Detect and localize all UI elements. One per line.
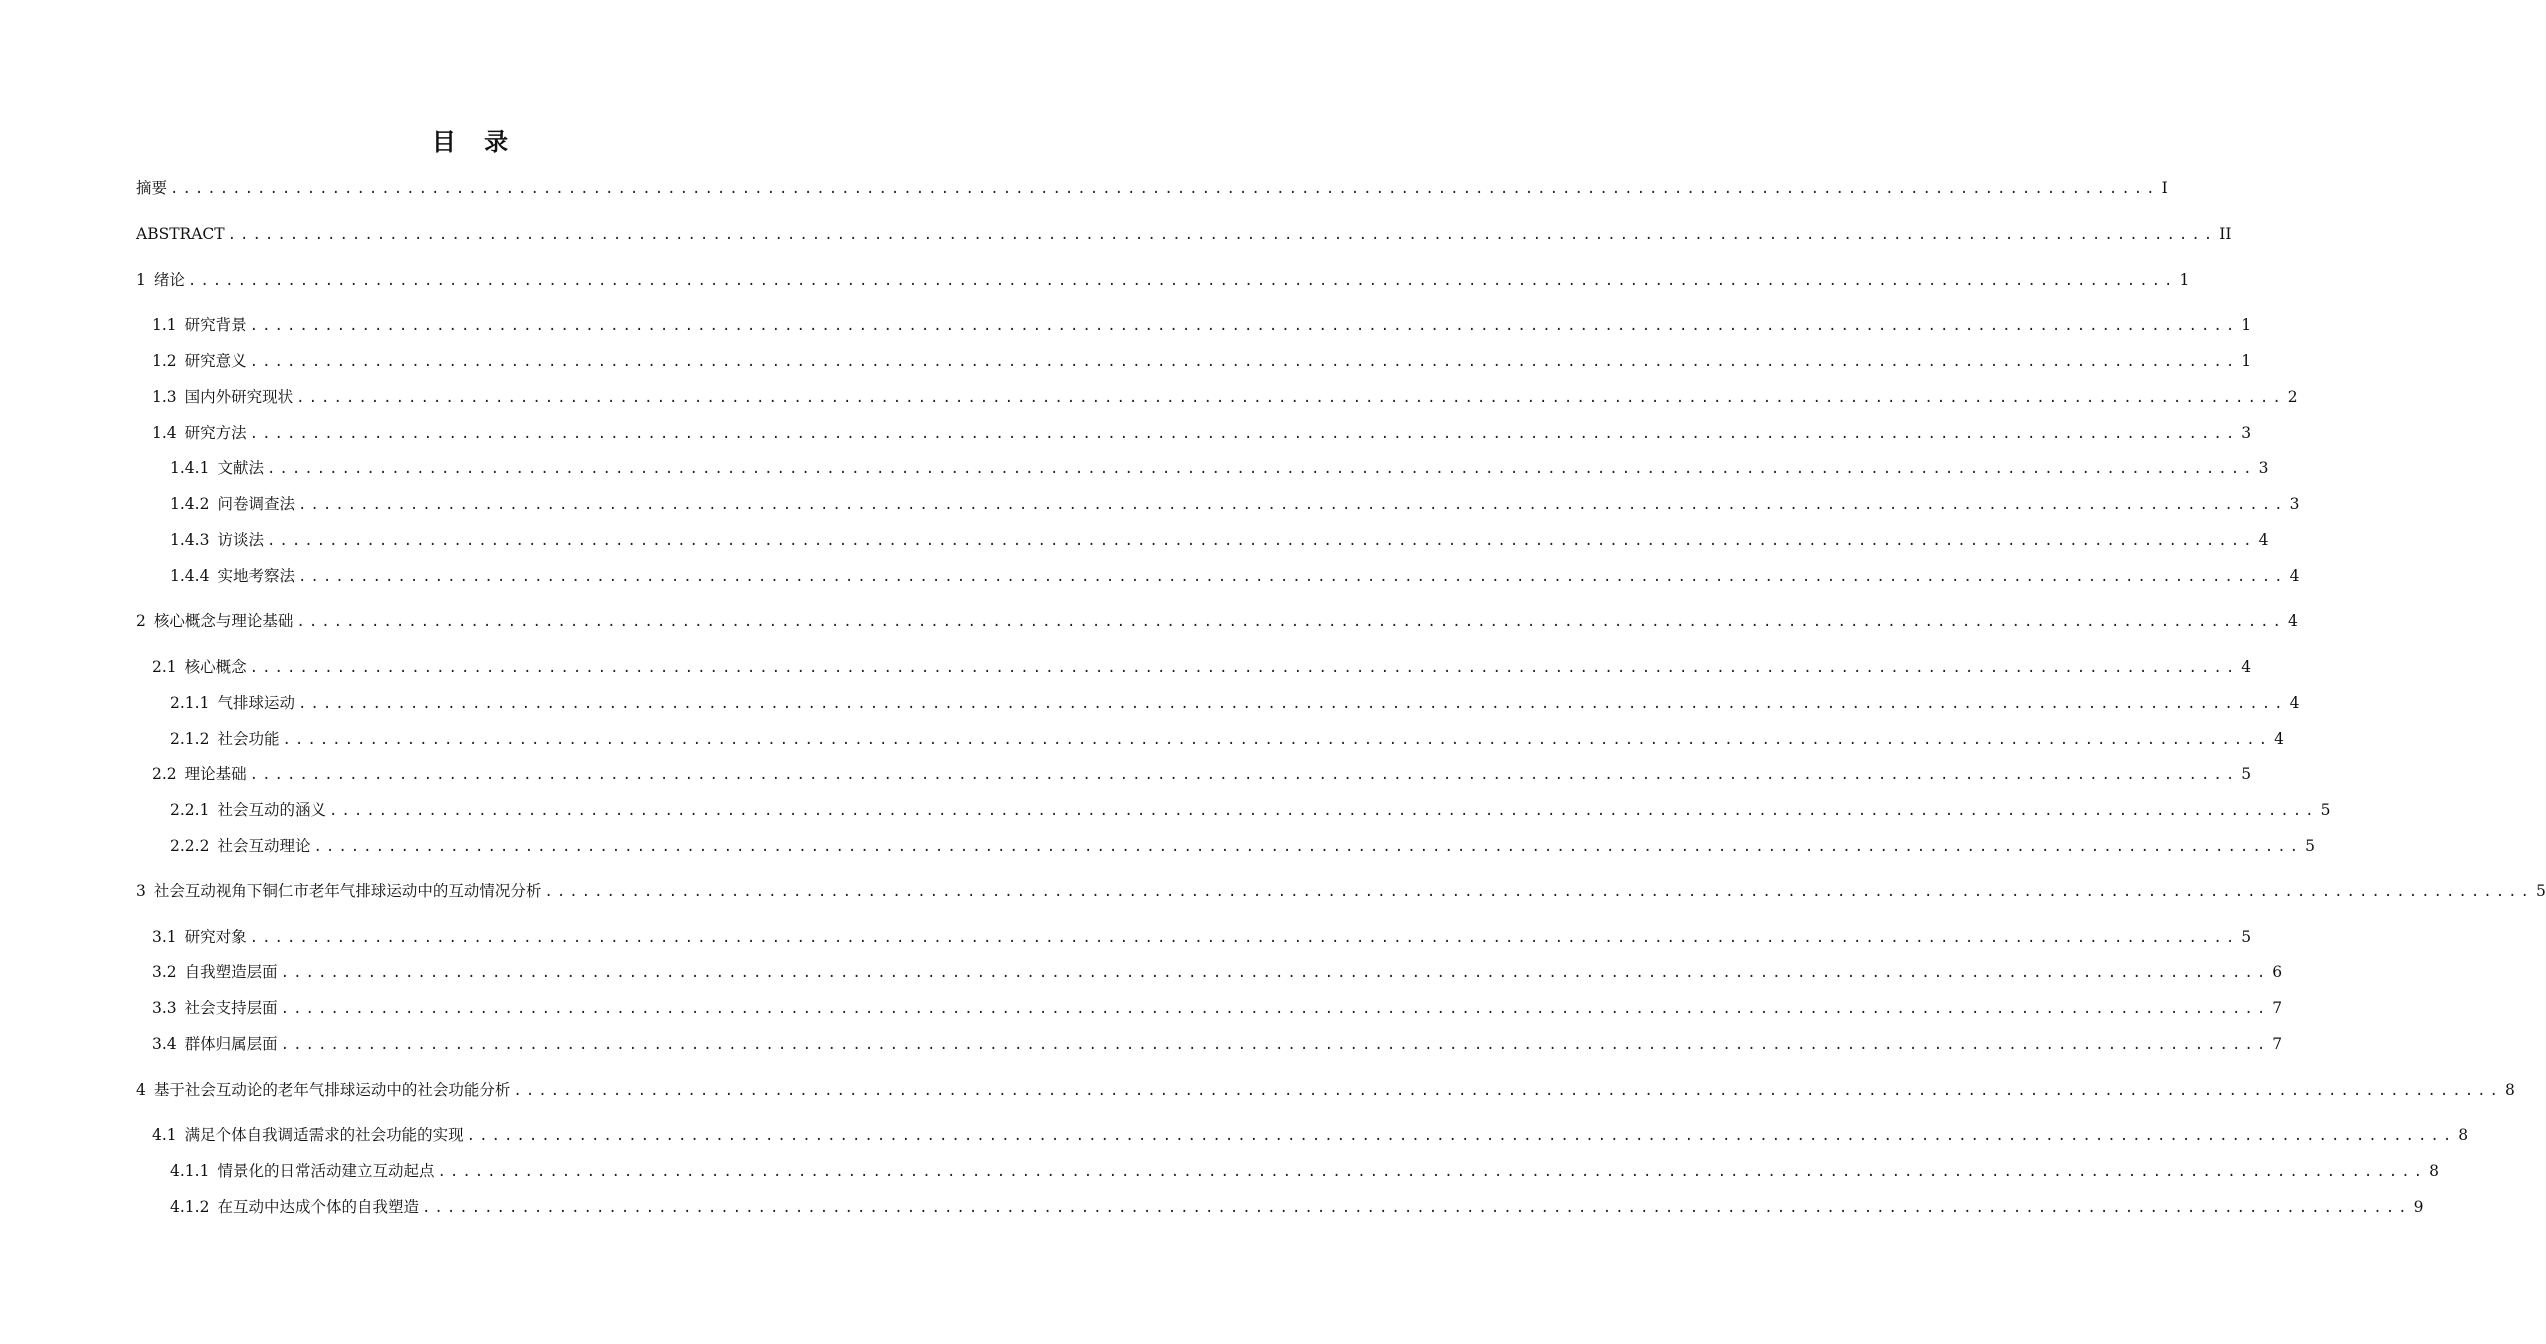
toc-entry-label: [152, 387, 293, 407]
toc-entry[interactable]: [170, 800, 2331, 821]
toc-entry-page: 6: [2272, 963, 2283, 981]
toc-entry-page: 4: [2274, 730, 2284, 748]
toc-entry-page: 8: [2504, 1081, 2515, 1099]
toc-entry-number: 1.4.4: [170, 567, 210, 585]
toc-entry[interactable]: [170, 1161, 2439, 1182]
toc-entry-label: [136, 178, 167, 198]
toc-entry[interactable]: [152, 927, 2252, 948]
dot-leader: ................................................................................................................................................................: [313, 839, 2303, 855]
dot-leader: ................................................................................................................................................................: [437, 1164, 2427, 1180]
toc-entry[interactable]: [136, 881, 2546, 902]
dot-leader: ................................................................................................................................................................: [282, 732, 2272, 748]
toc-entry-page: 5: [2535, 882, 2546, 900]
toc-entry-page: 1: [2179, 271, 2190, 289]
toc-entry-text: 访谈法: [217, 531, 264, 549]
toc-entry-number: 4.1.2: [170, 1198, 210, 1216]
toc-entry-label: [170, 693, 295, 713]
toc-entry-number: 1.4.2: [170, 495, 210, 513]
toc-entry-text: 满足个体自我调适需求的社会功能的实现: [184, 1126, 464, 1144]
toc-entry[interactable]: [152, 657, 2252, 678]
toc-entry[interactable]: [170, 566, 2300, 587]
toc-entry-text: 研究意义: [184, 352, 247, 370]
dot-leader: ................................................................................................................................................................: [296, 390, 2285, 406]
toc-entry-number: 1.2: [152, 352, 177, 370]
toc-entry-page: 5: [2320, 801, 2331, 819]
toc-entry-label: [152, 315, 247, 335]
toc-entry-page: 5: [2241, 765, 2252, 783]
toc-entry-label: [152, 657, 247, 677]
toc-entry-label: [152, 998, 278, 1018]
toc-title: 目 录: [431, 128, 519, 156]
toc-entry-page: 4: [2289, 567, 2300, 585]
dot-leader: ................................................................................................................................................................: [544, 884, 2533, 900]
toc-entry-number: 2.2: [152, 765, 177, 783]
toc-entry-label: [152, 962, 278, 982]
toc-entry-number: 1.4: [152, 424, 177, 442]
toc-entry-number: 3.3: [152, 999, 177, 1017]
toc-entry-label: [170, 566, 295, 586]
toc-entry-label: [170, 1197, 419, 1217]
toc-entry-text: ABSTRACT: [136, 225, 225, 243]
toc-entry-text: 群体归属层面: [184, 1035, 278, 1053]
toc-entry-number: 2.2.2: [170, 837, 210, 855]
toc-entry-text: 社会功能: [217, 730, 280, 748]
toc-entry-text: 社会互动理论: [217, 837, 311, 855]
toc-entry[interactable]: [152, 1034, 2283, 1055]
toc-entry-text: 核心概念: [184, 658, 247, 676]
toc-entry[interactable]: [170, 836, 2315, 857]
toc-entry-label: [136, 1080, 510, 1100]
toc-entry-number: 2.1.2: [170, 730, 210, 748]
toc-entry-label: [170, 1161, 434, 1181]
toc-entry-page: 3: [2258, 459, 2269, 477]
toc-entry-text: 自我塑造层面: [184, 963, 278, 981]
toc-entry-number: 3: [136, 882, 146, 900]
toc-entry[interactable]: [170, 494, 2300, 515]
toc-entry[interactable]: [152, 962, 2283, 983]
toc-entry-page: I: [2161, 179, 2168, 197]
dot-leader: ................................................................................................................................................................: [296, 614, 2285, 630]
toc-entry[interactable]: [152, 351, 2252, 372]
toc-entry-label: [136, 270, 185, 290]
toc-entry-label: [152, 423, 247, 443]
toc-entry[interactable]: [152, 764, 2252, 785]
dot-leader: ................................................................................................................................................................: [466, 1128, 2456, 1144]
toc-entry-number: 3.1: [152, 928, 177, 946]
toc-entry-number: 1.4.1: [170, 459, 210, 477]
toc-entry-number: 4: [136, 1081, 146, 1099]
toc-entry-text: 实地考察法: [217, 567, 295, 585]
toc-entry-label: [152, 927, 247, 947]
dot-leader: ................................................................................................................................................................: [187, 273, 2177, 289]
toc-entry-number: 2: [136, 612, 146, 630]
toc-entry-text: 气排球运动: [217, 694, 295, 712]
toc-entry-page: 4: [2258, 531, 2269, 549]
toc-entry[interactable]: [170, 530, 2269, 551]
toc-entry-label: [136, 611, 293, 631]
toc-entry-text: 研究方法: [184, 424, 247, 442]
toc-entry[interactable]: [136, 224, 2232, 245]
dot-leader: ................................................................................................................................................................: [266, 533, 2256, 549]
toc-entry-page: 8: [2429, 1162, 2439, 1180]
toc-entry-label: [136, 881, 541, 901]
toc-entry[interactable]: [152, 423, 2252, 444]
toc-entry[interactable]: [136, 611, 2298, 632]
toc-entry-label: [170, 458, 264, 478]
toc-entry-text: 研究背景: [184, 316, 247, 334]
toc-entry-text: 核心概念与理论基础: [153, 612, 294, 630]
toc-entry-label: [152, 1125, 464, 1145]
dot-leader: ................................................................................................................................................................: [249, 318, 2239, 334]
dot-leader: ................................................................................................................................................................: [513, 1083, 2502, 1099]
toc-entry-page: 3: [2289, 495, 2300, 513]
toc-entry-number: 4.1: [152, 1126, 177, 1144]
toc-entry-text: 社会支持层面: [184, 999, 278, 1017]
toc-entry[interactable]: [136, 1080, 2515, 1101]
toc-entry-page: 1: [2241, 316, 2252, 334]
toc-entry-page: 5: [2305, 837, 2315, 855]
toc-entry-number: 2.1.1: [170, 694, 210, 712]
toc-entry-page: 3: [2241, 424, 2252, 442]
toc-entry-text: 国内外研究现状: [184, 388, 294, 406]
toc-entry-text: 情景化的日常活动建立互动起点: [217, 1162, 435, 1180]
toc-entry-text: 摘要: [136, 179, 168, 197]
toc-entry-text: 社会互动的涵义: [217, 801, 326, 819]
toc-entry-page: 4: [2241, 658, 2252, 676]
toc-entry-page: 4: [2287, 612, 2298, 630]
toc-entry[interactable]: [152, 315, 2252, 336]
toc-entry-page: 8: [2458, 1126, 2469, 1144]
toc-entry-label: [152, 1034, 278, 1054]
toc-entry-number: 2.2.1: [170, 801, 210, 819]
toc-entry-page: 2: [2287, 388, 2298, 406]
toc-entry-number: 3.2: [152, 963, 177, 981]
dot-leader: ................................................................................................................................................................: [249, 660, 2239, 676]
toc-entry-text: 研究对象: [184, 928, 247, 946]
dot-leader: ................................................................................................................................................................: [249, 354, 2239, 370]
toc-entry[interactable]: [170, 1197, 2424, 1218]
toc-entry-text: 基于社会互动论的老年气排球运动中的社会功能分析: [153, 1081, 511, 1099]
dot-leader: ................................................................................................................................................................: [280, 1001, 2270, 1017]
dot-leader: ................................................................................................................................................................: [227, 227, 2217, 243]
dot-leader: ................................................................................................................................................................: [266, 461, 2256, 477]
toc-entry-number: 4.1.1: [170, 1162, 210, 1180]
toc-entry-page: 4: [2289, 694, 2300, 712]
toc-entry-number: 1: [136, 271, 146, 289]
toc-entry-page: 5: [2241, 928, 2252, 946]
dot-leader: ................................................................................................................................................................: [280, 1037, 2270, 1053]
dot-leader: ................................................................................................................................................................: [297, 696, 2287, 712]
toc-entry[interactable]: [152, 1125, 2469, 1146]
toc-entry[interactable]: [170, 693, 2300, 714]
toc-entry[interactable]: [136, 178, 2168, 199]
toc-entry-label: [170, 800, 326, 820]
toc-entry[interactable]: [152, 998, 2283, 1019]
toc-entry-label: [170, 494, 295, 514]
toc-entry-label: [170, 530, 264, 550]
toc-entry-text: 绪论: [153, 271, 185, 289]
toc-entry-text: 在互动中达成个体的自我塑造: [217, 1198, 419, 1216]
toc-entry[interactable]: [136, 270, 2190, 291]
dot-leader: ................................................................................................................................................................: [328, 803, 2318, 819]
dot-leader: ................................................................................................................................................................: [249, 767, 2239, 783]
toc-entry-number: 2.1: [152, 658, 177, 676]
dot-leader: ................................................................................................................................................................: [297, 569, 2287, 585]
toc-entry-page: II: [2219, 225, 2232, 243]
toc-entry-number: 1.3: [152, 388, 177, 406]
toc-entry[interactable]: [152, 387, 2298, 408]
toc-entry-label: [170, 729, 279, 749]
dot-leader: ................................................................................................................................................................: [249, 930, 2239, 946]
toc-entry-number: 1.4.3: [170, 531, 210, 549]
toc-entry-text: 理论基础: [184, 765, 247, 783]
dot-leader: ................................................................................................................................................................: [170, 181, 2159, 197]
dot-leader: ................................................................................................................................................................: [249, 426, 2239, 442]
toc-entry-label: [152, 351, 247, 371]
dot-leader: ................................................................................................................................................................: [421, 1200, 2411, 1216]
toc-entry-label: [136, 224, 225, 244]
toc-entry-page: 9: [2413, 1198, 2424, 1216]
toc-entry-label: [152, 764, 247, 784]
toc-entry-label: [170, 836, 310, 856]
dot-leader: ................................................................................................................................................................: [297, 497, 2287, 513]
toc-entry[interactable]: [170, 458, 2269, 479]
toc-entry-number: 1.1: [152, 316, 177, 334]
toc-entry[interactable]: [170, 729, 2284, 750]
toc-entry-number: 3.4: [152, 1035, 177, 1053]
toc-entry-page: 7: [2272, 1035, 2283, 1053]
toc-entry-page: 7: [2272, 999, 2283, 1017]
dot-leader: ................................................................................................................................................................: [280, 965, 2270, 981]
toc-entry-page: 1: [2241, 352, 2252, 370]
toc-entry-text: 社会互动视角下铜仁市老年气排球运动中的互动情况分析: [153, 882, 542, 900]
toc-entry-text: 文献法: [217, 459, 264, 477]
toc-entry-text: 问卷调查法: [217, 495, 295, 513]
